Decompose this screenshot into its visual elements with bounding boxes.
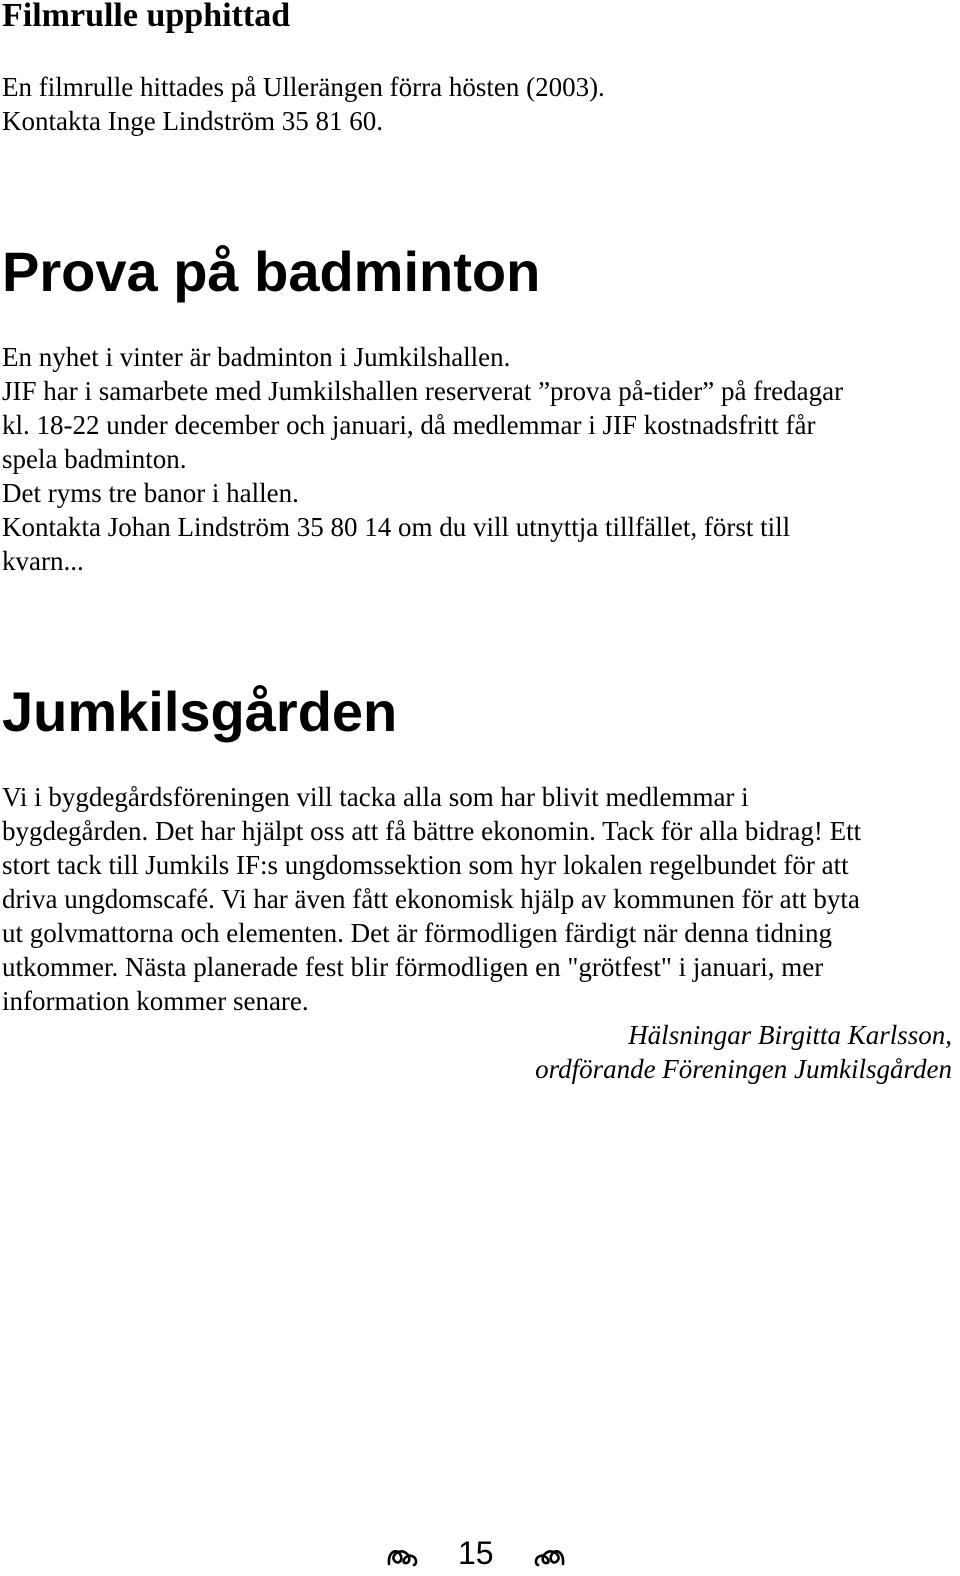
page-footer <box>0 1532 960 1572</box>
jumkilsgarden-line-6: utkommer. Nästa planerade fest blir förmodligen en "grötfest" i januari, mer <box>2 952 824 982</box>
badminton-line-4: spela badminton. <box>2 444 187 474</box>
badminton-line-6: Kontakta Johan Lindström 35 80 14 om du vill utnyttja tillfället, först till <box>2 512 791 542</box>
heading-filmrulle: Filmrulle upphittad <box>2 0 291 34</box>
jumkilsgarden-line-4: driva ungdomscafé. Vi har även fått ekonomisk hjälp av kommunen för att byta <box>2 884 860 914</box>
badminton-line-3: kl. 18-22 under december och januari, då medlemmar i JIF kostnadsfritt får <box>2 410 816 440</box>
heading-jumkilsgarden: Jumkilsgården <box>2 680 398 743</box>
jumkilsgarden-line-1: Vi i bygdegårdsföreningen vill tacka alla som har blivit medlemmar i <box>2 782 749 812</box>
badminton-line-7: kvarn... <box>2 546 84 576</box>
badminton-line-1: En nyhet i vinter är badminton i Jumkilshallen. <box>2 342 511 372</box>
jumkilsgarden-line-3: stort tack till Jumkils IF:s ungdomssektion som hyr lokalen regelbundet för att <box>2 850 849 880</box>
badminton-line-5: Det ryms tre banor i hallen. <box>2 478 299 508</box>
heading-badminton: Prova på badminton <box>2 240 541 303</box>
jumkilsgarden-line-2: bygdegården. Det har hjälpt oss att få bättre ekonomin. Tack för alla bidrag! Ett <box>2 816 862 846</box>
page-number: 15 <box>458 1535 494 1571</box>
jumkilsgarden-line-7: information kommer senare. <box>2 986 309 1016</box>
jumkilsgarden-line-5: ut golvmattorna och elementen. Det är förmodligen färdigt när denna tidning <box>2 918 832 948</box>
filmrulle-line-2: Kontakta Inge Lindström 35 81 60. <box>2 106 383 136</box>
signature-line-1: Hälsningar Birgitta Karlsson, <box>628 1020 952 1050</box>
signature-line-2: ordförande Föreningen Jumkilsgården <box>535 1054 952 1084</box>
filmrulle-line-1: En filmrulle hittades på Ullerängen förra hösten (2003). <box>2 72 605 102</box>
badminton-line-2: JIF har i samarbete med Jumkilshallen reserverat ”prova på-tider” på fredagar <box>2 376 844 406</box>
right-ornament-icon <box>532 1544 566 1568</box>
left-ornament-icon <box>386 1544 420 1568</box>
